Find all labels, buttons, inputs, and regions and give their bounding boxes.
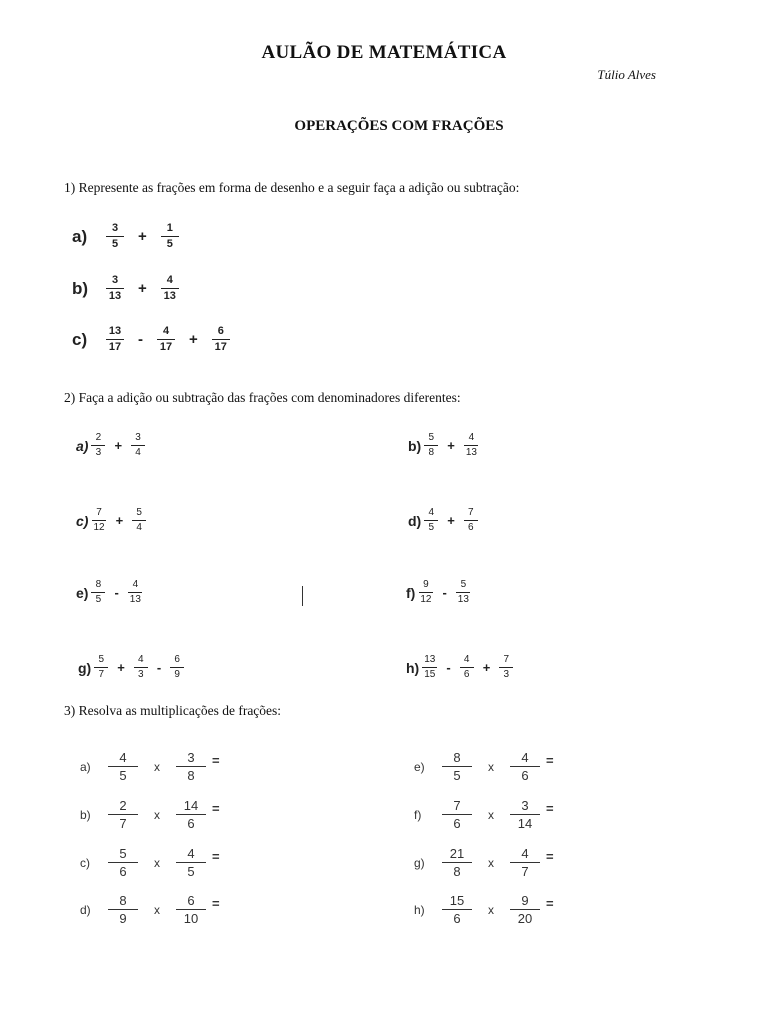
exercise-label: a) bbox=[80, 759, 91, 774]
operator: - bbox=[156, 660, 162, 675]
exercise-label: c) bbox=[80, 855, 90, 870]
exercise-label: a) bbox=[72, 226, 88, 246]
denominator: 13 bbox=[457, 594, 469, 605]
numerator: 3 bbox=[106, 275, 124, 289]
operator: + bbox=[115, 513, 124, 528]
denominator: 6 bbox=[453, 911, 461, 926]
question-2-prompt: 2) Faça a adição ou subtração das frações com denominadores diferentes: bbox=[64, 390, 461, 405]
exercise-label: b) bbox=[72, 278, 89, 298]
fraction bbox=[91, 433, 105, 458]
fraction bbox=[108, 799, 138, 830]
equals-sign: = bbox=[212, 896, 220, 911]
numerator: 7 bbox=[92, 508, 106, 521]
fraction bbox=[161, 223, 179, 250]
numerator: 3 bbox=[131, 433, 145, 446]
equals-sign: = bbox=[212, 801, 220, 816]
denominator: 7 bbox=[119, 816, 127, 831]
fraction bbox=[442, 751, 472, 782]
numerator: 4 bbox=[510, 847, 540, 863]
denominator: 3 bbox=[95, 447, 102, 458]
fraction bbox=[108, 894, 138, 925]
numerator: 2 bbox=[108, 799, 138, 815]
denominator: 6 bbox=[453, 816, 461, 831]
numerator: 21 bbox=[442, 847, 472, 863]
equals-sign: = bbox=[546, 801, 554, 816]
equals-sign: = bbox=[546, 753, 554, 768]
fraction bbox=[510, 847, 540, 878]
exercise-label: h) bbox=[406, 659, 420, 676]
numerator: 5 bbox=[132, 508, 146, 521]
denominator: 5 bbox=[428, 522, 434, 533]
numerator: 4 bbox=[161, 275, 179, 289]
numerator: 7 bbox=[464, 508, 478, 521]
fraction bbox=[499, 655, 513, 680]
exercise-3f bbox=[414, 799, 554, 830]
exercise-3h bbox=[414, 894, 554, 925]
fraction bbox=[460, 655, 474, 680]
denominator: 4 bbox=[135, 447, 141, 458]
question-3-prompt: 3) Resolva as multiplicações de frações: bbox=[64, 703, 282, 718]
fraction bbox=[108, 847, 138, 878]
numerator: 8 bbox=[108, 894, 138, 910]
fraction bbox=[91, 508, 106, 533]
numerator: 4 bbox=[157, 326, 175, 340]
operator: + bbox=[114, 438, 123, 453]
operator: - bbox=[114, 585, 119, 600]
exercise-1a bbox=[72, 223, 179, 250]
fraction bbox=[424, 508, 438, 533]
exercise-3g bbox=[414, 847, 554, 878]
exercise-3d bbox=[80, 894, 220, 925]
equals-sign: = bbox=[546, 896, 554, 911]
numerator: 9 bbox=[510, 894, 540, 910]
numerator: 4 bbox=[460, 655, 474, 668]
operator: + bbox=[447, 513, 455, 528]
numerator: 13 bbox=[422, 655, 437, 668]
exercise-2c bbox=[76, 508, 146, 533]
numerator: 6 bbox=[176, 894, 206, 910]
denominator: 5 bbox=[95, 594, 102, 605]
exercise-label: c) bbox=[72, 329, 88, 349]
fraction bbox=[510, 894, 540, 925]
denominator: 17 bbox=[214, 341, 227, 353]
exercise-label: g) bbox=[78, 659, 92, 676]
exercise-label: b) bbox=[408, 437, 422, 454]
denominator: 13 bbox=[108, 290, 122, 302]
numerator: 4 bbox=[510, 751, 540, 767]
times-operator: x bbox=[488, 807, 494, 822]
page-title: AULÃO DE MATEMÁTICA bbox=[261, 42, 507, 63]
exercise-label: e) bbox=[414, 759, 425, 774]
times-operator: x bbox=[154, 759, 160, 774]
numerator: 4 bbox=[176, 847, 206, 863]
exercise-2d bbox=[408, 508, 478, 533]
exercise-label: d) bbox=[408, 512, 422, 529]
times-operator: x bbox=[488, 855, 494, 870]
operator: + bbox=[447, 438, 455, 453]
exercise-label: f) bbox=[406, 584, 416, 601]
equals-sign: = bbox=[212, 753, 220, 768]
denominator: 13 bbox=[129, 594, 141, 605]
operator: + bbox=[117, 660, 125, 675]
exercise-label: d) bbox=[80, 902, 91, 917]
times-operator: x bbox=[488, 902, 494, 917]
fraction bbox=[134, 655, 148, 680]
denominator: 15 bbox=[424, 669, 436, 680]
denominator: 6 bbox=[463, 669, 470, 680]
times-operator: x bbox=[154, 902, 160, 917]
fraction bbox=[170, 655, 184, 680]
times-operator: x bbox=[154, 855, 160, 870]
fraction bbox=[442, 799, 472, 830]
numerator: 5 bbox=[424, 433, 438, 446]
operator: + bbox=[138, 280, 147, 297]
denominator: 12 bbox=[420, 594, 432, 605]
numerator: 9 bbox=[419, 580, 433, 593]
fraction bbox=[176, 894, 206, 925]
exercise-label: b) bbox=[80, 807, 91, 822]
denominator: 8 bbox=[453, 864, 461, 879]
exercise-label: c) bbox=[76, 512, 89, 529]
fraction bbox=[132, 508, 146, 533]
fraction bbox=[131, 433, 145, 458]
fraction bbox=[442, 847, 472, 878]
times-operator: x bbox=[488, 759, 494, 774]
fraction bbox=[91, 580, 105, 605]
operator: + bbox=[138, 228, 147, 245]
numerator: 4 bbox=[128, 580, 142, 593]
exercise-3a bbox=[80, 751, 220, 782]
numerator: 8 bbox=[442, 751, 472, 767]
denominator: 7 bbox=[521, 864, 529, 879]
numerator: 7 bbox=[442, 799, 472, 815]
denominator: 17 bbox=[108, 341, 122, 353]
exercise-2h bbox=[406, 655, 513, 680]
exercise-3c bbox=[80, 847, 220, 878]
exercise-label: a) bbox=[76, 437, 89, 454]
fraction bbox=[161, 275, 179, 302]
vertical-divider-mark bbox=[302, 586, 303, 606]
fraction bbox=[176, 751, 206, 782]
denominator: 5 bbox=[111, 238, 119, 250]
exercise-3e bbox=[414, 751, 554, 782]
fraction bbox=[464, 508, 478, 533]
section-subtitle: OPERAÇÕES COM FRAÇÕES bbox=[294, 118, 504, 134]
denominator: 17 bbox=[159, 341, 173, 353]
exercise-2f bbox=[406, 580, 471, 605]
fraction bbox=[176, 799, 206, 830]
fraction bbox=[442, 894, 472, 925]
times-operator: x bbox=[154, 807, 160, 822]
denominator: 7 bbox=[98, 669, 104, 680]
denominator: 14 bbox=[517, 816, 533, 831]
fraction bbox=[422, 655, 437, 680]
fraction bbox=[456, 580, 471, 605]
numerator: 8 bbox=[91, 580, 105, 593]
fraction bbox=[108, 751, 138, 782]
numerator: 4 bbox=[464, 433, 478, 446]
fraction bbox=[106, 326, 124, 353]
denominator: 10 bbox=[183, 911, 199, 926]
equals-sign: = bbox=[212, 849, 220, 864]
numerator: 6 bbox=[212, 326, 230, 340]
exercise-2g bbox=[78, 655, 184, 680]
numerator: 1 bbox=[161, 223, 179, 237]
denominator: 20 bbox=[517, 911, 533, 926]
exercise-label: f) bbox=[414, 807, 422, 822]
question-1-prompt: 1) Represente as frações em forma de desenho e a seguir faça a adição ou subtração: bbox=[64, 180, 520, 195]
exercise-2e bbox=[76, 580, 143, 605]
denominator: 9 bbox=[174, 669, 180, 680]
fraction bbox=[157, 326, 175, 353]
equals-sign: = bbox=[546, 849, 554, 864]
denominator: 12 bbox=[93, 522, 105, 533]
denominator: 8 bbox=[428, 447, 434, 458]
numerator: 4 bbox=[134, 655, 148, 668]
exercise-label: h) bbox=[414, 902, 425, 917]
denominator: 8 bbox=[187, 768, 195, 783]
numerator: 15 bbox=[442, 894, 472, 910]
numerator: 7 bbox=[499, 655, 513, 668]
exercise-2a bbox=[76, 433, 145, 458]
operator: - bbox=[442, 585, 447, 600]
fraction bbox=[212, 326, 230, 353]
fraction bbox=[128, 580, 143, 605]
fraction bbox=[106, 223, 124, 250]
exercise-1c bbox=[72, 326, 230, 353]
numerator: 14 bbox=[176, 799, 206, 815]
denominator: 5 bbox=[166, 238, 173, 250]
numerator: 5 bbox=[108, 847, 138, 863]
operator: - bbox=[138, 331, 143, 348]
denominator: 6 bbox=[187, 816, 195, 831]
denominator: 13 bbox=[465, 447, 477, 458]
numerator: 3 bbox=[510, 799, 540, 815]
exercise-1b bbox=[72, 275, 179, 302]
denominator: 6 bbox=[521, 768, 529, 783]
numerator: 6 bbox=[170, 655, 184, 668]
denominator: 13 bbox=[163, 290, 176, 302]
denominator: 5 bbox=[453, 768, 461, 783]
numerator: 5 bbox=[456, 580, 470, 593]
denominator: 6 bbox=[119, 864, 127, 879]
fraction bbox=[94, 655, 108, 680]
operator: - bbox=[446, 660, 451, 675]
exercise-2b bbox=[408, 433, 479, 458]
fraction bbox=[510, 751, 540, 782]
operator: + bbox=[189, 331, 198, 348]
numerator: 2 bbox=[91, 433, 105, 446]
denominator: 4 bbox=[136, 522, 142, 533]
denominator: 3 bbox=[138, 669, 144, 680]
exercise-3b bbox=[80, 799, 220, 830]
fraction bbox=[106, 275, 124, 302]
numerator: 5 bbox=[94, 655, 108, 668]
exercise-label: g) bbox=[414, 855, 425, 870]
fraction bbox=[510, 799, 540, 830]
numerator: 4 bbox=[424, 508, 438, 521]
numerator: 4 bbox=[108, 751, 138, 767]
exercise-label: e) bbox=[76, 584, 89, 601]
fraction bbox=[464, 433, 479, 458]
fraction bbox=[418, 580, 433, 605]
fraction bbox=[424, 433, 438, 458]
denominator: 9 bbox=[119, 911, 127, 926]
denominator: 3 bbox=[503, 669, 510, 680]
denominator: 5 bbox=[119, 768, 127, 783]
denominator: 6 bbox=[468, 522, 474, 533]
numerator: 3 bbox=[106, 223, 124, 237]
operator: + bbox=[482, 660, 491, 675]
fraction bbox=[176, 847, 206, 878]
denominator: 5 bbox=[187, 864, 195, 879]
numerator: 3 bbox=[176, 751, 206, 767]
author-name: Túlio Alves bbox=[597, 67, 656, 82]
numerator: 13 bbox=[106, 326, 124, 340]
